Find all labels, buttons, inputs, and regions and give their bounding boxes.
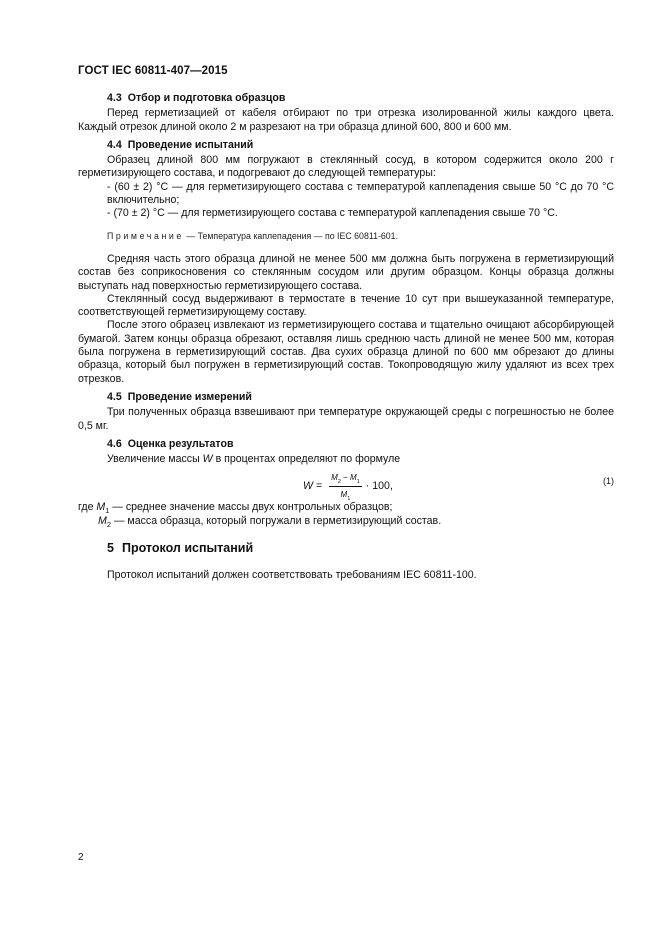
list-item: - (60 ± 2) °С — для герметизирующего состава с температурой каплепадения свыше 50 °С до 70 °С включительно; bbox=[107, 180, 614, 207]
section-4-3-heading: 4.3 Отбор и подготовка образцов bbox=[107, 92, 286, 104]
paragraph: После этого образец извлекают из герметизирующего состава и тщательно очищают абсорбирующей бумагой. Затем концы образца обрезают, оставляя лишь среднюю часть длиной не менее 500 мм, которая была погружена в герметизирующий состав. Два сухих образца длиной по 600 мм обрезают до длины образца, который был погружен в герметизирующий состав. Токопроводящую жилу удаляют из всех трех отрезков. bbox=[78, 319, 614, 385]
page-number: 2 bbox=[78, 852, 84, 863]
paragraph: Средняя часть этого образца длиной не менее 500 мм должна быть погружена в герметизирующий состав без соприкосновения со стеклянным сосудом или другим образцом. Концы образца должны выступать над поверхностью герметизирующего состава. bbox=[78, 252, 614, 292]
formula-expression: W = $\frac{M_2 - M_1}{M_1}$ · 100, bbox=[303, 473, 393, 502]
section-5-heading: 5 Протокол испытаний bbox=[107, 541, 254, 556]
document-body bbox=[78, 92, 614, 583]
document-header: ГОСТ IEC 60811-407—2015 bbox=[78, 65, 228, 77]
paragraph: Образец длиной 800 мм погружают в стеклянный сосуд, в котором содержится около 200 г герметизирующего состава, и подогревают до следующей температуры: bbox=[78, 154, 614, 180]
fraction-denominator: $M_1$ bbox=[340, 489, 351, 502]
formula-fraction bbox=[329, 471, 362, 501]
paragraph: Протокол испытаний должен соответствовать требованиям IEC 60811-100. bbox=[107, 569, 477, 582]
note: Примечание — Температура каплепадения — по IEC 60811-601. bbox=[107, 230, 399, 241]
legend-row: где $M_1$ — среднее значение массы двух контрольных образцов; bbox=[78, 501, 393, 516]
section-4-6-heading: 4.6 Оценка результатов bbox=[107, 437, 234, 450]
formula-legend bbox=[78, 501, 614, 528]
list-item: - (70 ± 2) °С — для герметизирующего состава с температурой каплепадения свыше 70 °С. bbox=[107, 207, 558, 220]
paragraph: Увеличение массы W в процентах определяют по формуле bbox=[107, 453, 401, 466]
paragraph: Стеклянный сосуд выдерживают в термостате в течение 10 сут при вышеуказанной температуре, соответствующей герметизирующему составу. bbox=[78, 292, 614, 319]
legend-row: $M_2$ — масса образца, который погружали в герметизирующий состав. bbox=[98, 514, 442, 529]
equation-number: (1) bbox=[603, 476, 614, 487]
formula bbox=[78, 469, 614, 502]
fraction-numerator: $M_2 - M_1$ bbox=[331, 473, 360, 486]
paragraph: Перед герметизацией от кабеля отбирают по три отрезка изолированной жилы каждого цвета. Каждый отрезок длиной около 2 м разрезают на три образца длиной 600, 800 и 600 мм. bbox=[78, 107, 614, 133]
section-4-5-heading: 4.5 Проведение измерений bbox=[107, 390, 252, 403]
section-4-4-heading: 4.4 Проведение испытаний bbox=[107, 138, 254, 151]
paragraph: Три полученных образца взвешивают при температуре окружающей среды с погрешностью не более 0,5 мг. bbox=[78, 406, 614, 432]
